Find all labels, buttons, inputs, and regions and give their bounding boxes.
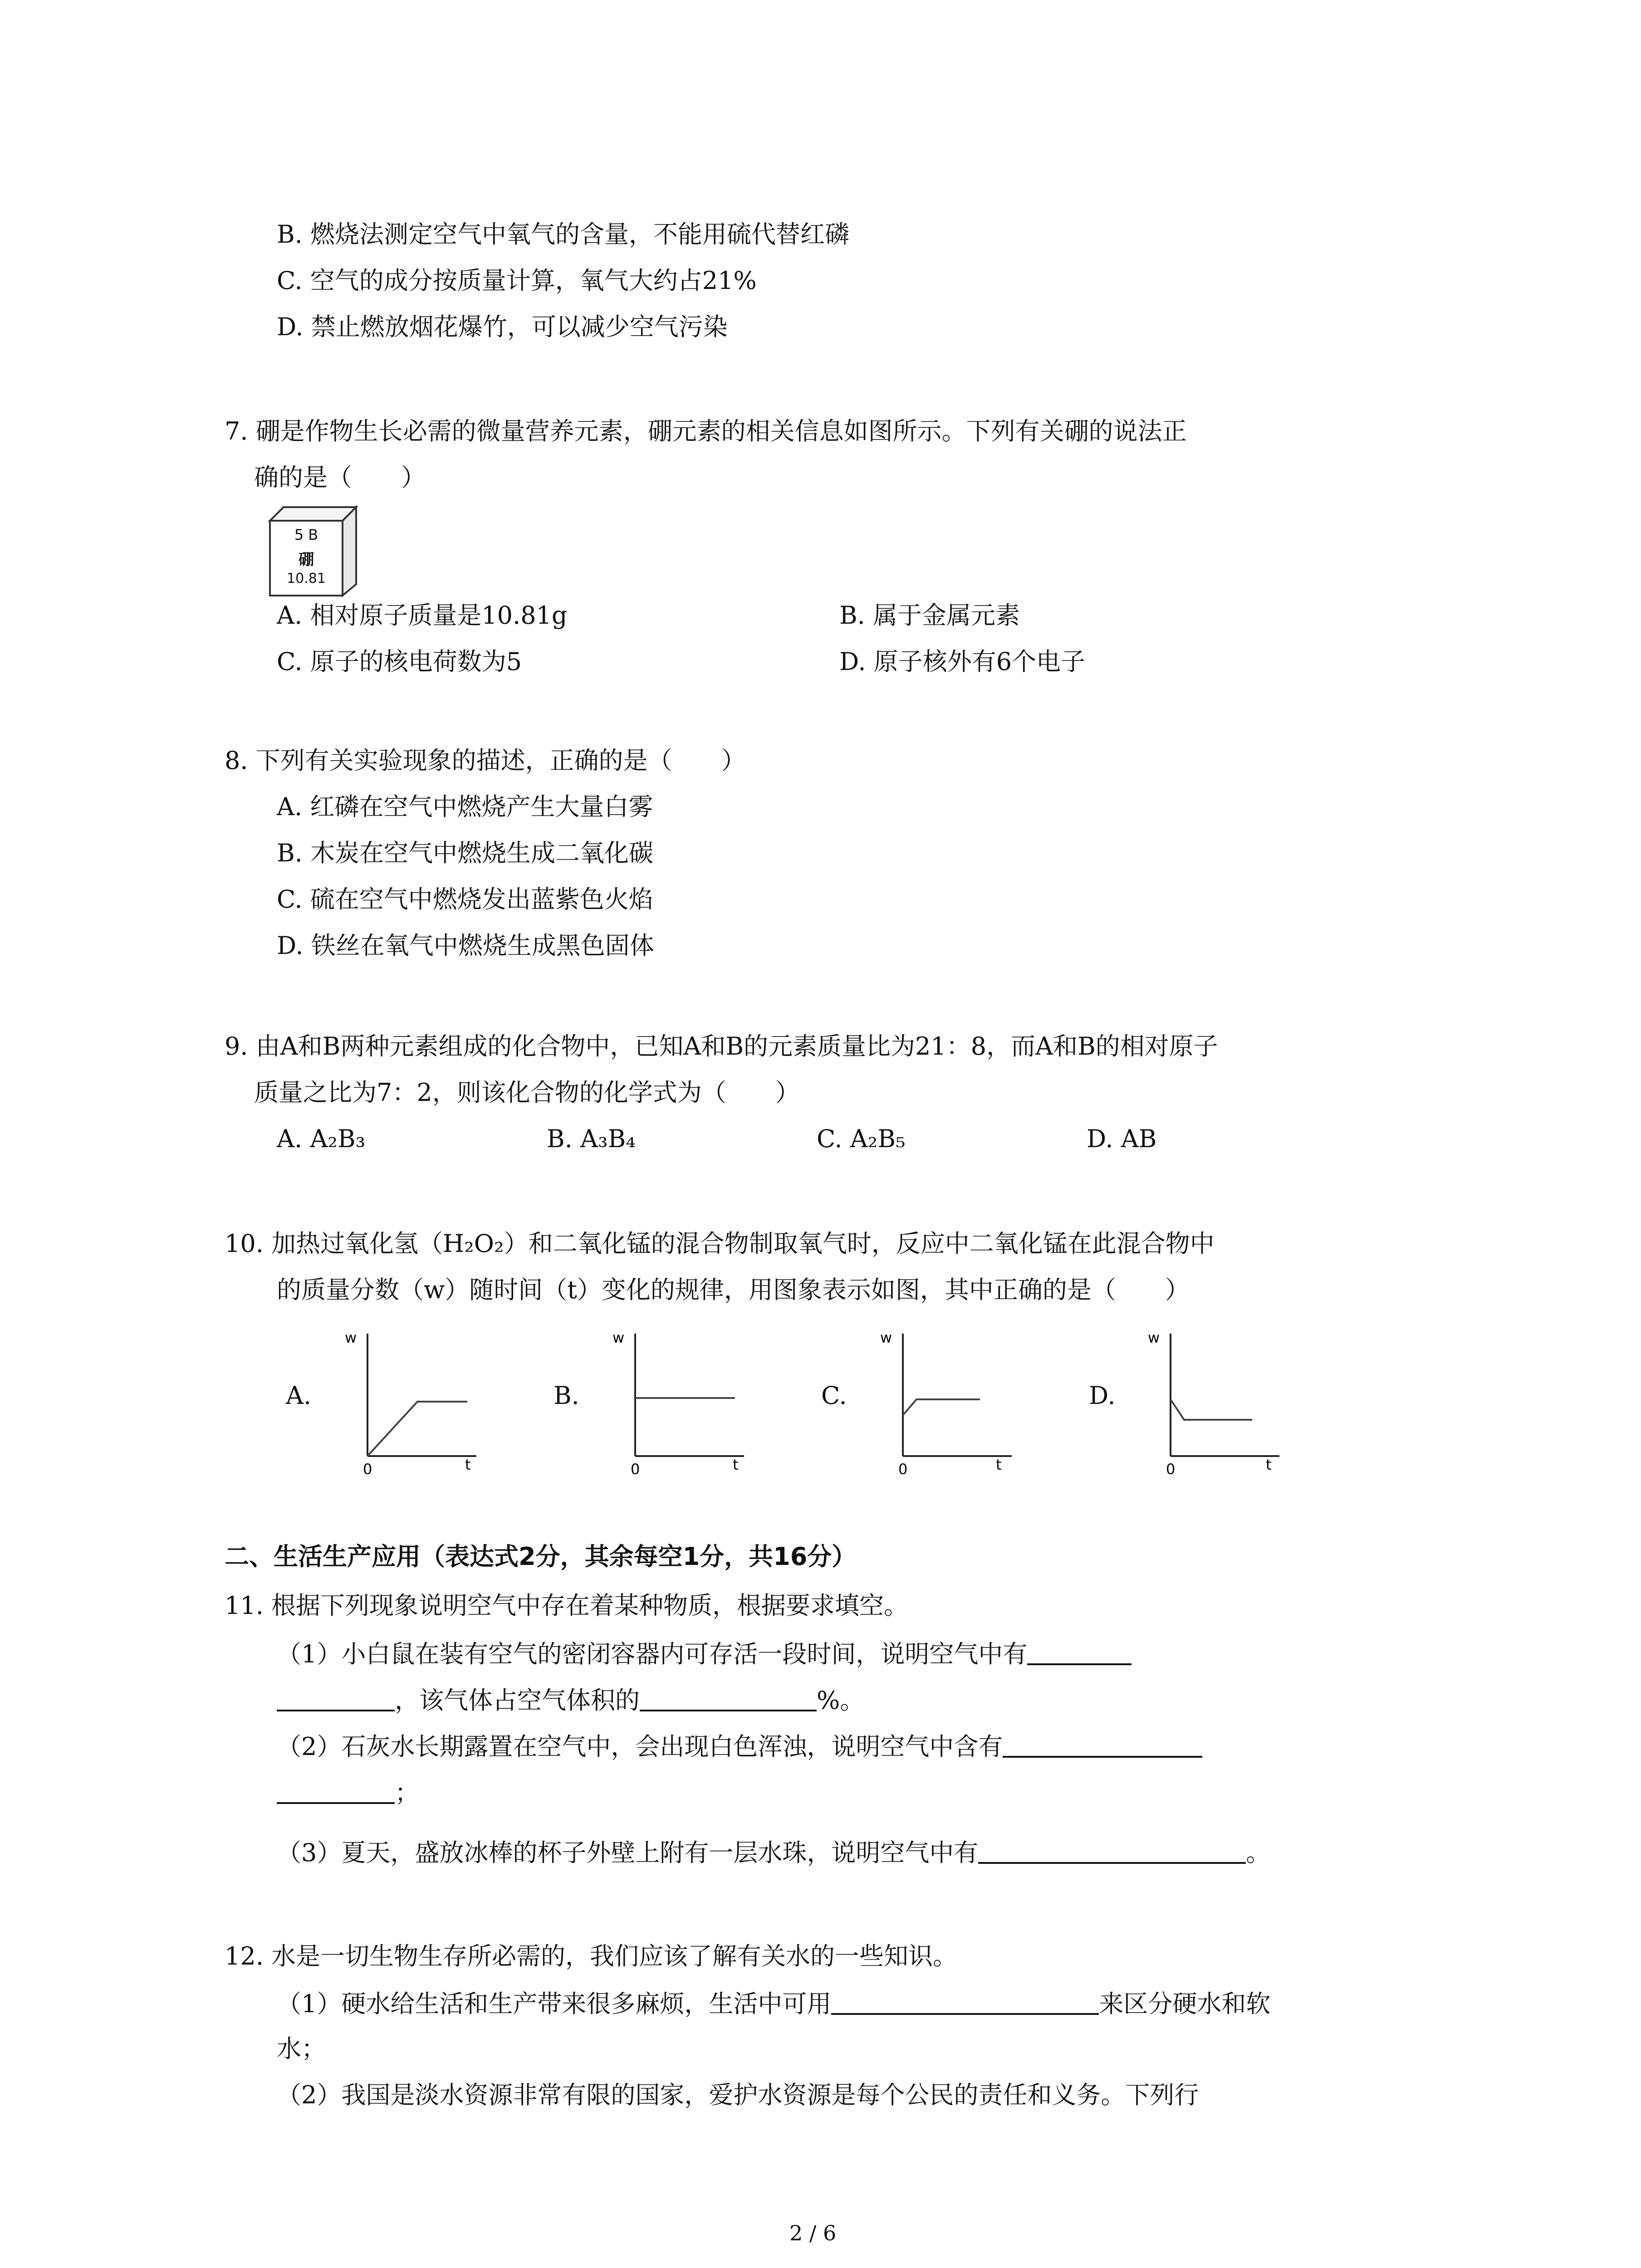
section-2-heading: 二、生活生产应用（表达式2分，其余每空1分，共16分）: [225, 1542, 857, 1571]
graph-d-label: D.: [1089, 1381, 1116, 1410]
graph-d-y-label: w: [1148, 1329, 1160, 1346]
q11-part2-text-b: ；: [395, 1779, 419, 1807]
q6-option-b: B. 燃烧法测定空气中氧气的含量，不能用硫代替红磷: [277, 220, 850, 249]
q12-blank-1[interactable]: [831, 1990, 1099, 2015]
q11-part1-line2: [277, 1687, 864, 1713]
graph-d-origin: 0: [1166, 1461, 1176, 1474]
graph-a-x-label: t: [465, 1456, 471, 1473]
graph-c: [867, 1325, 1016, 1474]
q11-part1-text-a: （1）小白鼠在装有空气的密闭容器内可存活一段时间，说明空气中有: [277, 1640, 1028, 1668]
element-mass: 10.81: [287, 571, 326, 587]
q9-stem-line1: 9. 由A和B两种元素组成的化合物中，已知A和B的元素质量比为21：8，而A和B的相对原子: [225, 1032, 1218, 1061]
q8-option-a: A. 红磷在空气中燃烧产生大量白雾: [277, 792, 653, 821]
graph-b: [599, 1325, 749, 1474]
graph-a-origin: 0: [363, 1461, 372, 1474]
q11-blank-5[interactable]: [277, 1779, 395, 1804]
q11-part1-text-c: %。: [817, 1686, 865, 1715]
page-number: 2 / 6: [789, 2221, 837, 2245]
q11-stem: 11. 根据下列现象说明空气中存在着某种物质，根据要求填空。: [225, 1591, 909, 1620]
q11-part3-line: [277, 1839, 1270, 1865]
graph-b-label: B.: [554, 1381, 579, 1410]
q11-blank-3[interactable]: [640, 1687, 817, 1711]
q12-part1-line1: [277, 1990, 1270, 2016]
q11-part3-text-b: 。: [1246, 1838, 1271, 1867]
q8-option-b: B. 木炭在空气中燃烧生成二氧化碳: [277, 839, 654, 867]
q9-option-a: A. A₂B₃: [277, 1124, 366, 1153]
graph-a-label: A.: [286, 1381, 312, 1410]
q10-stem-line2: 的质量分数（w）随时间（t）变化的规律，用图象表示如图，其中正确的是（ ）: [277, 1276, 1190, 1304]
q12-part1-line2: 水；: [277, 2034, 326, 2063]
graph-c-origin: 0: [898, 1461, 908, 1474]
graph-b-x-label: t: [733, 1456, 739, 1473]
q11-part3-text-a: （3）夏天，盛放冰棒的杯子外壁上附有一层水珠，说明空气中有: [277, 1838, 979, 1867]
q7-option-b: B. 属于金属元素: [839, 601, 1020, 630]
q9-option-d: D. AB: [1087, 1124, 1157, 1153]
graph-b-origin: 0: [631, 1461, 640, 1474]
element-name: 硼: [299, 551, 314, 569]
graph-d: [1134, 1325, 1284, 1474]
q12-part2-line1: （2）我国是淡水资源非常有限的国家，爱护水资源是每个公民的责任和义务。下列行: [277, 2081, 1199, 2109]
q12-part1-text-b: 来区分硬水和软: [1099, 1989, 1271, 2018]
q11-blank-2[interactable]: [277, 1687, 395, 1711]
element-number-symbol: 5 B: [294, 526, 318, 543]
q6-option-c: C. 空气的成分按质量计算，氧气大约占21%: [277, 266, 757, 295]
graph-a-y-label: w: [345, 1329, 357, 1346]
graph-c-y-label: w: [880, 1329, 892, 1346]
q11-part1-text-b: ，该气体占空气体积的: [395, 1686, 640, 1715]
q8-option-c: C. 硫在空气中燃烧发出蓝紫色火焰: [277, 885, 653, 914]
graph-a: [331, 1325, 481, 1474]
graph-c-label: C.: [821, 1381, 847, 1410]
q7-option-d: D. 原子核外有6个电子: [839, 647, 1086, 676]
q11-blank-1[interactable]: [1027, 1641, 1132, 1665]
q11-part2-line1: [277, 1733, 1202, 1759]
q7-option-a: A. 相对原子质量是10.81g: [277, 601, 568, 630]
q7-stem-line2: 确的是（ ）: [254, 463, 426, 492]
graph-c-x-label: t: [996, 1456, 1002, 1473]
graph-b-y-label: w: [612, 1329, 625, 1346]
q7-stem-line1: 7. 硼是作物生长必需的微量营养元素，硼元素的相关信息如图所示。下列有关硼的说法正: [225, 417, 1187, 445]
q8-option-d: D. 铁丝在氧气中燃烧生成黑色固体: [277, 931, 654, 960]
q9-option-c: C. A₂B₅: [817, 1124, 906, 1153]
q6-option-d: D. 禁止燃放烟花爆竹，可以减少空气污染: [277, 313, 728, 341]
q12-stem: 12. 水是一切生物生存所必需的，我们应该了解有关水的一些知识。: [225, 1942, 958, 1970]
q9-option-b: B. A₃B₄: [547, 1124, 636, 1153]
q11-part2-text-a: （2）石灰水长期露置在空气中，会出现白色浑浊，说明空气中含有: [277, 1732, 1003, 1761]
q11-part1-line1: [277, 1641, 1132, 1667]
element-tile-boron: [265, 503, 361, 598]
q11-part2-line2: [277, 1779, 419, 1805]
q11-blank-4[interactable]: [1003, 1733, 1202, 1758]
q10-stem-line1: 10. 加热过氧化氢（H₂O₂）和二氧化锰的混合物制取氧气时，反应中二氧化锰在此混合物中: [225, 1229, 1215, 1258]
q8-stem: 8. 下列有关实验现象的描述，正确的是（ ）: [225, 746, 746, 775]
q11-blank-6[interactable]: [978, 1839, 1246, 1864]
q7-option-c: C. 原子的核电荷数为5: [277, 647, 522, 676]
q12-part1-text-a: （1）硬水给生活和生产带来很多麻烦，生活中可用: [277, 1989, 832, 2018]
graph-d-x-label: t: [1266, 1456, 1272, 1473]
q9-stem-line2: 质量之比为7：2，则该化合物的化学式为（ ）: [254, 1078, 800, 1107]
